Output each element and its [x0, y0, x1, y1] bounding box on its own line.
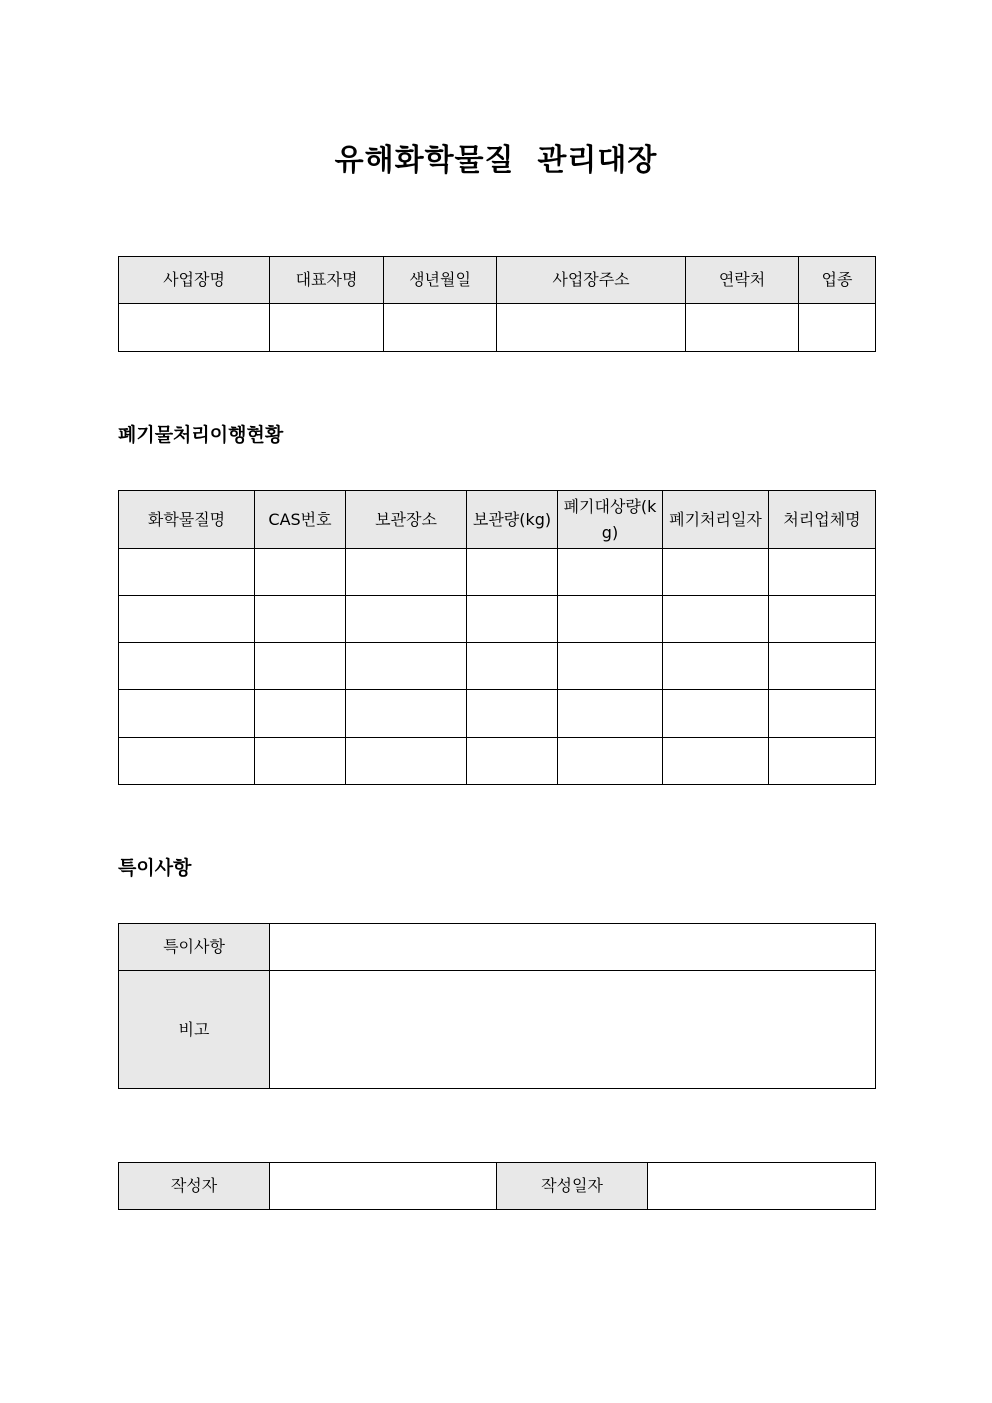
table-cell[interactable]	[119, 596, 255, 643]
special-notes-cell[interactable]	[270, 924, 876, 971]
table-cell[interactable]	[346, 643, 467, 690]
table-cell[interactable]	[558, 596, 663, 643]
table-cell[interactable]	[769, 643, 876, 690]
table-cell[interactable]	[558, 690, 663, 738]
waste-disposal-table	[118, 490, 876, 785]
header-disposal-date: 폐기처리일자	[663, 491, 769, 549]
table-cell[interactable]	[467, 549, 558, 596]
contact-cell[interactable]	[686, 304, 799, 352]
date-cell[interactable]	[648, 1163, 876, 1210]
table-cell[interactable]	[769, 690, 876, 738]
remarks-cell[interactable]	[270, 971, 876, 1089]
table-cell[interactable]	[346, 549, 467, 596]
table-row	[119, 690, 876, 738]
header-contact: 연락처	[686, 257, 799, 304]
table-cell[interactable]	[255, 643, 346, 690]
table-cell[interactable]	[558, 738, 663, 785]
table-cell[interactable]	[255, 596, 346, 643]
table-cell[interactable]	[558, 643, 663, 690]
header-disposal-amount: 폐기대상량(kg)	[558, 491, 663, 549]
business-address-cell[interactable]	[497, 304, 686, 352]
author-table	[118, 1162, 876, 1210]
header-storage-location: 보관장소	[346, 491, 467, 549]
notes-section-title: 특이사항	[118, 857, 192, 879]
table-cell[interactable]	[119, 690, 255, 738]
birth-date-cell[interactable]	[384, 304, 497, 352]
header-chemical-name: 화학물질명	[119, 491, 255, 549]
table-row	[119, 596, 876, 643]
table-row	[119, 549, 876, 596]
header-disposal-company: 처리업체명	[769, 491, 876, 549]
table-cell[interactable]	[663, 596, 769, 643]
representative-cell[interactable]	[270, 304, 384, 352]
notes-table	[118, 923, 876, 1089]
table-cell[interactable]	[255, 738, 346, 785]
table-cell[interactable]	[119, 549, 255, 596]
industry-cell[interactable]	[799, 304, 876, 352]
table-cell[interactable]	[467, 690, 558, 738]
table-cell[interactable]	[558, 549, 663, 596]
table-row	[119, 738, 876, 785]
header-cas-number: CAS번호	[255, 491, 346, 549]
business-name-cell[interactable]	[119, 304, 270, 352]
table-cell[interactable]	[663, 643, 769, 690]
remarks-label: 비고	[119, 971, 270, 1089]
header-birth-date: 생년월일	[384, 257, 497, 304]
table-cell[interactable]	[769, 738, 876, 785]
table-cell[interactable]	[663, 549, 769, 596]
table-cell[interactable]	[663, 690, 769, 738]
special-notes-label: 특이사항	[119, 924, 270, 971]
table-cell[interactable]	[255, 549, 346, 596]
document-title: 유해화학물질 관리대장	[334, 143, 658, 178]
author-cell[interactable]	[270, 1163, 497, 1210]
table-cell[interactable]	[346, 596, 467, 643]
table-cell[interactable]	[663, 738, 769, 785]
table-cell[interactable]	[769, 549, 876, 596]
table-cell[interactable]	[467, 738, 558, 785]
table-cell[interactable]	[769, 596, 876, 643]
table-cell[interactable]	[255, 690, 346, 738]
table-cell[interactable]	[346, 738, 467, 785]
table-cell[interactable]	[467, 596, 558, 643]
table-row	[119, 643, 876, 690]
waste-section-title: 폐기물처리이행현황	[118, 424, 284, 446]
table-cell[interactable]	[346, 690, 467, 738]
header-business-address: 사업장주소	[497, 257, 686, 304]
business-info-table	[118, 256, 876, 352]
header-storage-amount: 보관량(kg)	[467, 491, 558, 549]
date-label: 작성일자	[497, 1163, 648, 1210]
header-business-name: 사업장명	[119, 257, 270, 304]
header-industry: 업종	[799, 257, 876, 304]
author-label: 작성자	[119, 1163, 270, 1210]
table-cell[interactable]	[467, 643, 558, 690]
table-cell[interactable]	[119, 738, 255, 785]
header-representative: 대표자명	[270, 257, 384, 304]
table-cell[interactable]	[119, 643, 255, 690]
